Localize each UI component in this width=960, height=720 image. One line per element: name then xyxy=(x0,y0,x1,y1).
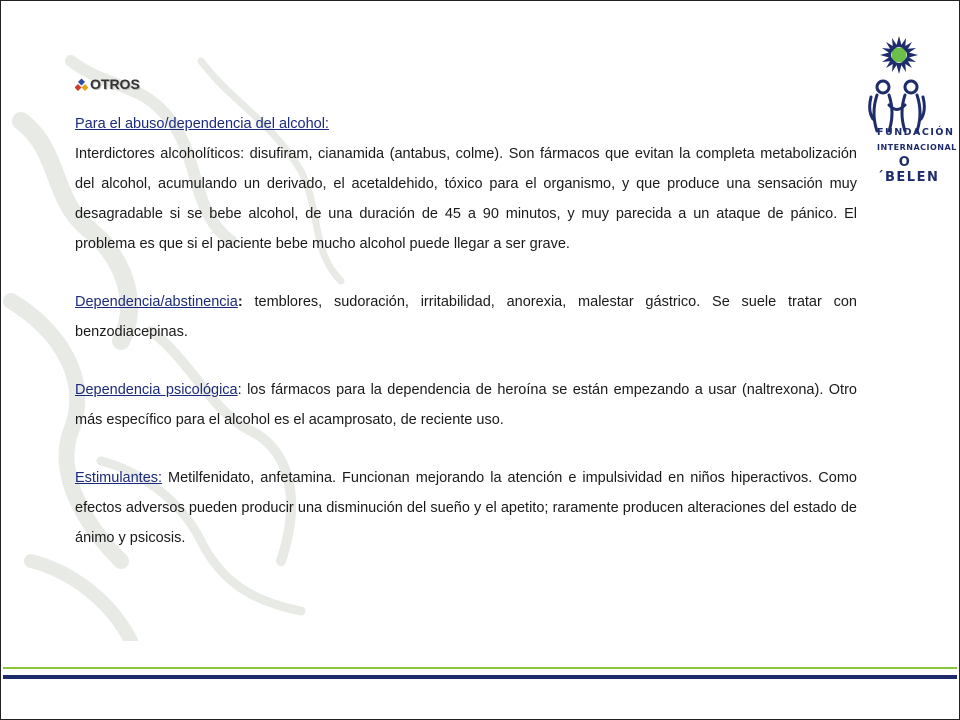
alcohol-section-body: Interdictores alcoholíticos: disufiram, cianamida (antabus, colme). Son fármacos que evitan la completa metabolización del alcohol, acumulando un derivado, el acetaldehido, tóxico para el organismo, y que produce una sensación muy desagradable si se bebe alcohol, de una duración de 45 a 90 minutos, y muy parecida a un ataque de pánico. El problema es que si el paciente bebe mucho alcohol puede llegar a ser grave. xyxy=(75,146,857,252)
logo-line-2: INTERNACIONAL xyxy=(877,143,957,152)
estimulantes-title: Estimulantes: xyxy=(75,470,163,486)
psicologica-title: Dependencia psicológica xyxy=(75,382,238,398)
abstinencia-section xyxy=(75,287,857,347)
sun-icon xyxy=(880,36,918,74)
alcohol-section-title: Para el abuso/dependencia del alcohol xyxy=(75,116,325,132)
slide-content xyxy=(75,71,857,553)
logo-wordmark xyxy=(877,125,957,185)
estimulantes-section xyxy=(75,463,857,553)
alcohol-title-suffix: : xyxy=(324,116,329,132)
psicologica-title-suffix: : xyxy=(237,382,242,398)
alcohol-section-title-line xyxy=(75,109,857,139)
logo-line-3: O´BELEN xyxy=(877,155,940,185)
diamond-bullet-icon xyxy=(75,78,88,91)
heading-text: OTROS xyxy=(90,76,140,92)
abstinencia-title: Dependencia/abstinencia xyxy=(75,294,238,310)
abstinencia-body: temblores, sudoración, irritabilidad, anorexia, malestar gástrico. Se suele tratar con benzodiacepinas. xyxy=(75,294,857,340)
footer-rule-navy xyxy=(3,675,957,679)
psicologica-body: los fármacos para la dependencia de heroína se están empezando a usar (naltrexona). Otro más específico para el alcohol es el acamprosato, de reciente uso. xyxy=(75,382,857,428)
logo-line-1: FUNDACIÓN xyxy=(877,127,955,138)
estimulantes-body: Metilfenidato, anfetamina. Funcionan mejorando la atención e impulsividad en niños hiperactivos. Como efectos adversos pueden producir una disminución del sueño y el apetito; raramente producen alteraciones del estado de ánimo y psicosis. xyxy=(75,470,857,546)
children-figures-icon xyxy=(870,81,925,131)
abstinencia-title-suffix: : xyxy=(237,294,243,310)
psicologica-section xyxy=(75,375,857,435)
section-heading xyxy=(75,71,857,97)
footer-rule-green xyxy=(3,667,957,669)
